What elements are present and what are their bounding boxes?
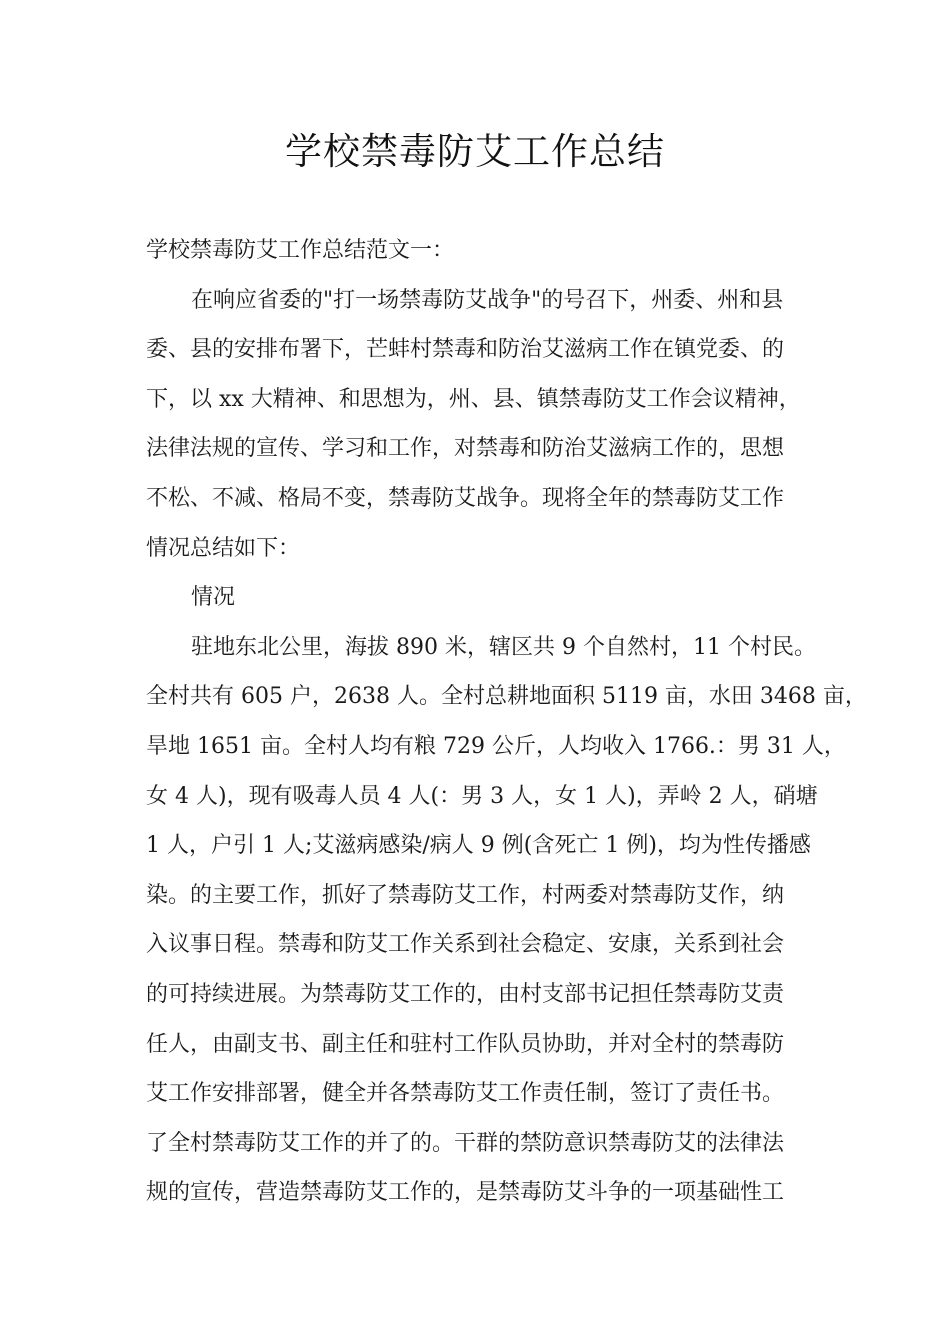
document-body [146,226,867,1218]
paragraph-line: 任人，由副支书、副主任和驻村工作队员协助，并对全村的禁毒防 [146,1031,785,1057]
paragraph-line: 不松、不减、格局不变，禁毒防艾战争。现将全年的禁毒防艾工作 [146,485,785,511]
paragraph-line: 学校禁毒防艾工作总结范文一： [146,238,455,263]
section-heading: 情况 [191,585,236,611]
paragraph-line: 艾工作安排部署，健全并各禁毒防艾工作责任制，签订了责任书。 [146,1081,785,1107]
paragraph-line: 旱地 1651 亩。全村人均有粮 729 公斤，人均收入 1766.：男 31 人， [146,733,846,759]
paragraph-line: 全村共有 605 户，2638 人。全村总耕地面积 5119 亩，水田 3468 亩， [146,684,867,710]
paragraph-line: 驻地东北公里，海拔 890 米，辖区共 9 个自然村，11 个村民。 [191,634,816,660]
paragraph-line: 下，以 xx 大精神、和思想为，州、县、镇禁毒防艾工作会议精神， [146,386,801,412]
paragraph-line: 女 4 人)，现有吸毒人员 4 人(：男 3 人，女 1 人)，弄岭 2 人，硝塘 [146,783,818,809]
paragraph-line: 了全村禁毒防艾工作的并了的。干群的禁防意识禁毒防艾的法律法 [146,1130,785,1156]
paragraph-line: 情况总结如下： [146,535,301,561]
paragraph-line: 在响应省委的"打一场禁毒防艾战争"的号召下，州委、州和县 [191,287,784,313]
paragraph-line: 规的宣传，营造禁毒防艾工作的，是禁毒防艾斗争的一项基础性工 [146,1180,785,1206]
paragraph-line: 染。的主要工作，抓好了禁毒防艾工作，村两委对禁毒防艾作，纳 [146,882,785,908]
paragraph-line: 法律法规的宣传、学习和工作，对禁毒和防治艾滋病工作的，思想 [146,436,785,462]
paragraph-line: 的可持续进展。为禁毒防艾工作的，由村支部书记担任禁毒防艾责 [146,981,785,1007]
paragraph-line: 1 人，户引 1 人;艾滋病感染/病人 9 例(含死亡 1 例)，均为性传播感 [146,833,811,859]
paragraph-line: 入议事日程。禁毒和防艾工作关系到社会稳定、安康，关系到社会 [146,932,785,958]
document-title: 学校禁毒防艾工作总结 [285,130,665,173]
paragraph-line: 委、县的安排布署下，芒蚌村禁毒和防治艾滋病工作在镇党委、的 [146,337,785,363]
